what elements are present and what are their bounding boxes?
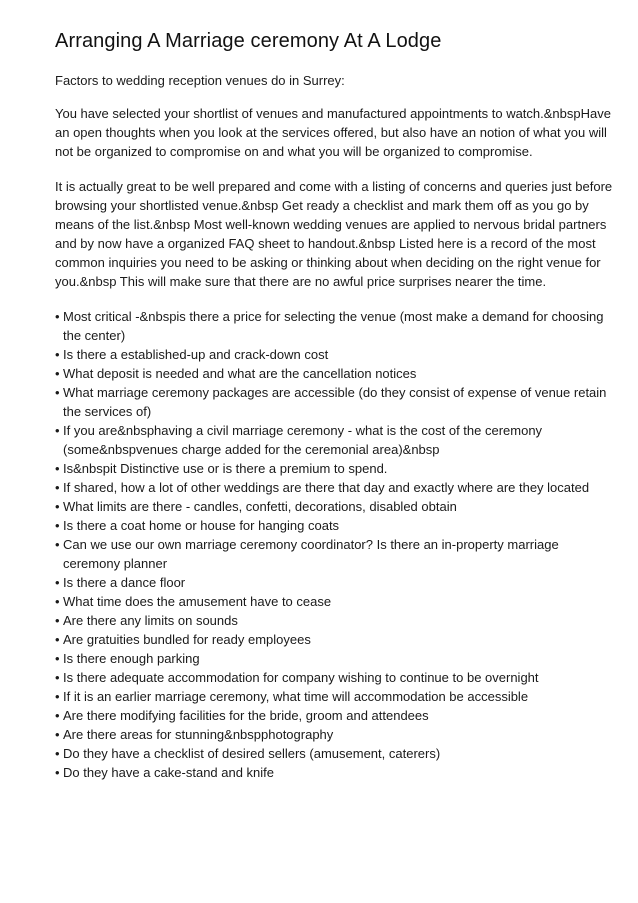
list-item: • Is there a coat home or house for hanging coats [55,516,615,535]
list-item: • What limits are there - candles, confetti, decorations, disabled obtain [55,497,615,516]
list-item: • Can we use our own marriage ceremony coordinator? Is there an in-property marriage ceremony planner [55,535,615,573]
list-item: • What marriage ceremony packages are accessible (do they consist of expense of venue retain the services of) [55,383,615,421]
list-item: • If it is an earlier marriage ceremony, what time will accommodation be accessible [55,687,615,706]
list-item: • Do they have a checklist of desired sellers (amusement, caterers) [55,744,615,763]
list-item: • What deposit is needed and what are the cancellation notices [55,364,615,383]
list-item: • Are gratuities bundled for ready employees [55,630,615,649]
list-item: • Is there enough parking [55,649,615,668]
intro-line: Factors to wedding reception venues do in Surrey: [55,73,345,88]
list-item: • Do they have a cake-stand and knife [55,763,615,782]
list-item: • Is&nbspit Distinctive use or is there a premium to spend. [55,459,615,478]
list-item: • Are there any limits on sounds [55,611,615,630]
list-item: • Most critical -&nbspis there a price for selecting the venue (most make a demand for choosing the center) [55,307,615,345]
list-item: • Are there areas for stunning&nbspphotography [55,725,615,744]
paragraph-preparation: It is actually great to be well prepared and come with a listing of concerns and queries just before browsing your shortlisted venue.&nbsp Get ready a checklist and mark them off as you go by means of the list.&nbsp Most well-known wedding venues are applied to nervous bridal partners and by now have a organized FAQ sheet to handout.&nbsp Listed here is a record of the most common inquiries you need to be asking or thinking about when deciding on the right venue for you.&nbsp This will make sure that there are no awful price surprises nearer the time. [55,179,613,289]
paragraph-shortlist: You have selected your shortlist of venues and manufactured appointments to watch.&nbspHave an open thoughts when you look at the services offered, but also have an notion of what you will not be organized to compromise on and what you will be organized to compromise. [55,106,611,159]
list-item: • Is there a established-up and crack-down cost [55,345,615,364]
list-item: • If you are&nbsphaving a civil marriage ceremony - what is the cost of the ceremony (some&nbspvenues charge added for the ceremonial area)&nbsp [55,421,615,459]
list-item: • Are there modifying facilities for the bride, groom and attendees [55,706,615,725]
list-item: • Is there adequate accommodation for company wishing to continue to be overnight [55,668,615,687]
question-list [55,307,615,782]
list-item: • If shared, how a lot of other weddings are there that day and exactly where are they located [55,478,615,497]
list-item: • What time does the amusement have to cease [55,592,615,611]
page-title: Arranging A Marriage ceremony At A Lodge [55,30,442,52]
document-page [55,28,615,782]
list-item: • Is there a dance floor [55,573,615,592]
